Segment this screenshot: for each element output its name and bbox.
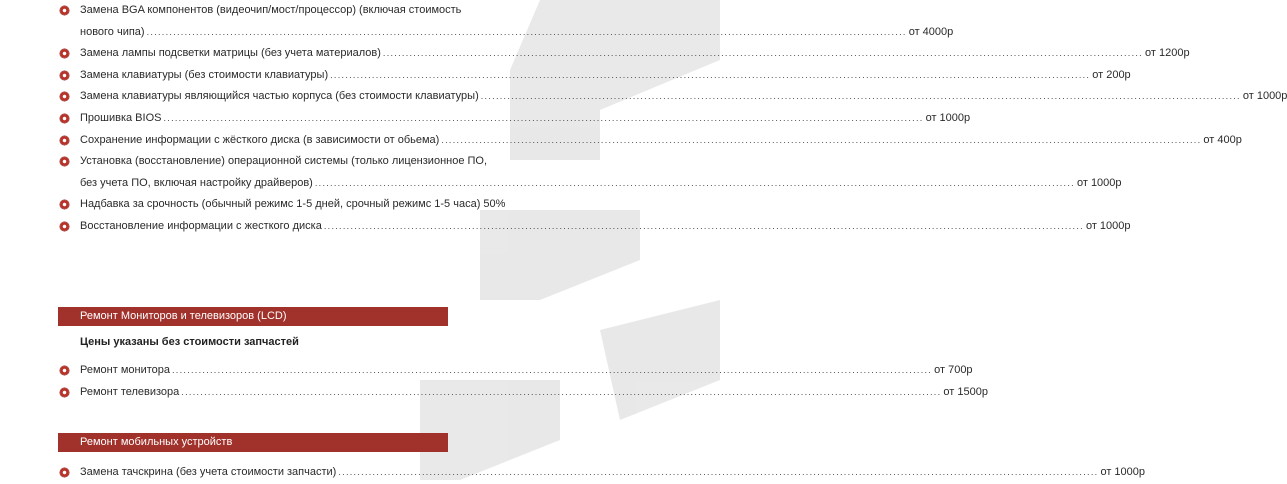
- bullet-icon: [60, 114, 69, 123]
- service-price: от 1000р: [1085, 219, 1131, 232]
- service-name: Установка (восстановление) операционной системы (только лицензионное ПО,: [80, 155, 488, 168]
- price-item: [58, 130, 1242, 152]
- service-price: от 4000р: [908, 25, 954, 38]
- price-item: [58, 194, 662, 216]
- bullet-icon: [60, 136, 69, 145]
- service-price: от 700р: [934, 364, 973, 376]
- service-name: без учета ПО, включая настройку драйверов): [80, 176, 313, 189]
- service-price: от 1500р: [943, 385, 988, 398]
- service-price: от 1000р: [1100, 466, 1146, 478]
- section-header-mobile: Ремонт мобильных устройств: [58, 433, 448, 452]
- dot-leader: ........................................................................................................................................................................................................: [330, 69, 1091, 80]
- mobile-repair-price-list: [58, 462, 1146, 484]
- service-price: от 1000р: [1242, 90, 1287, 103]
- service-name: Ремонт телевизора: [80, 385, 180, 398]
- price-item: [58, 65, 1131, 87]
- bullet-icon: [60, 468, 69, 477]
- dot-leader: ........................................................................................................................................................................................................: [323, 220, 1084, 231]
- section-header-monitors: Ремонт Мониторов и телевизоров (LCD): [58, 307, 448, 326]
- bullet-icon: [60, 157, 69, 166]
- price-note: Цены указаны без стоимости запчастей: [80, 336, 299, 348]
- bullet-icon: [60, 366, 69, 375]
- service-name: Замена клавиатуры (без стоимости клавиатуры): [80, 68, 329, 81]
- service-name: Замена тачскрина (без учета стоимости запчасти): [80, 466, 337, 478]
- dot-leader: ........................................................................................................................................................................................................: [314, 177, 1075, 188]
- service-price: от 1200р: [1145, 47, 1190, 60]
- bullet-icon: [60, 6, 69, 15]
- bullet-icon: [60, 388, 69, 397]
- service-name: Восстановление информации с жесткого диска: [80, 219, 322, 232]
- computer-repair-price-list: [58, 0, 1287, 238]
- service-name: Сохранение информации с жёсткого диска (в зависимости от обьема): [80, 133, 440, 146]
- service-name: Прошивка BIOS: [80, 111, 162, 124]
- service-price: от 1000р: [1076, 176, 1122, 189]
- bullet-icon: [60, 92, 69, 101]
- dot-leader: ........................................................................................................................................................................................................: [338, 467, 1099, 477]
- dot-leader: ........................................................................................................................................................................................................: [163, 112, 924, 123]
- bullet-icon: [60, 49, 69, 58]
- dot-leader: ........................................................................................................................................................................................................: [181, 386, 942, 397]
- monitor-repair-price-list: [58, 360, 988, 403]
- bullet-icon: [60, 222, 69, 231]
- dot-leader: ........................................................................................................................................................................................................: [382, 48, 1143, 59]
- service-name: Замена клавиатуры являющийся частью корпуса (без стоимости клавиатуры): [80, 90, 479, 103]
- bullet-icon: [60, 200, 69, 209]
- price-item: [58, 360, 973, 382]
- dot-leader: ........................................................................................................................................................................................................: [172, 365, 933, 375]
- price-item: [58, 108, 971, 130]
- price-item: [58, 43, 1190, 65]
- price-item: [58, 0, 954, 43]
- service-name: Замена лампы подсветки матрицы (без учета материалов): [80, 47, 381, 60]
- bullet-icon: [60, 71, 69, 80]
- dot-leader: ........................................................................................................................................................................................................: [441, 134, 1202, 145]
- price-item: [58, 462, 1146, 484]
- price-item: [58, 216, 1131, 238]
- service-price: от 200р: [1092, 68, 1131, 81]
- service-name: Замена BGA компонентов (видеочип/мост/процессор) (включая стоимость: [80, 4, 462, 16]
- service-price: от 400р: [1203, 133, 1242, 146]
- service-price: от 1000р: [925, 111, 971, 124]
- service-name: Надбавка за срочность (обычный режимс 1-5 дней, срочный режимс 1-5 часа) 50%: [80, 198, 506, 211]
- price-item: [58, 151, 1122, 194]
- dot-leader: ........................................................................................................................................................................................................: [480, 91, 1241, 102]
- dot-leader: ........................................................................................................................................................................................................: [146, 26, 907, 37]
- price-item: [58, 382, 988, 404]
- service-name: нового чипа): [80, 25, 145, 38]
- service-name: Ремонт монитора: [80, 364, 170, 376]
- price-item: [58, 86, 1287, 108]
